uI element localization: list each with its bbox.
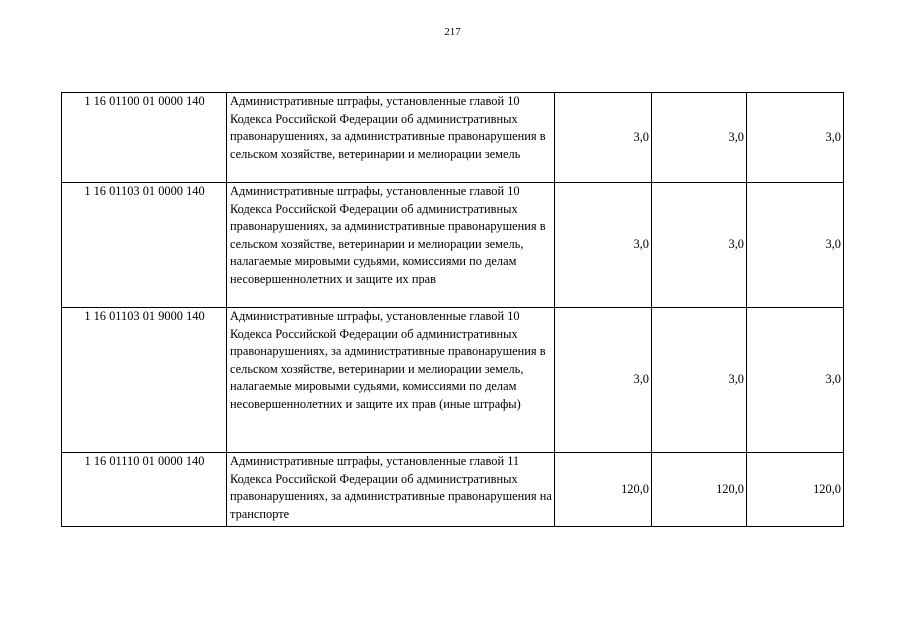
description-cell: Административные штрафы, установленные главой 10 Кодекса Российской Федерации об административных правонарушениях, за административные правонарушения в сельском хозяйстве, ветеринарии и мелиорации земель, налагаемые мировыми судьями, комиссиями по делам несовершеннолетних и защите их прав (иные штрафы) — [227, 308, 555, 453]
budget-code-cell: 1 16 01103 01 9000 140 — [62, 308, 227, 453]
budget-code-cell: 1 16 01103 01 0000 140 — [62, 183, 227, 308]
description-cell: Административные штрафы, установленные главой 10 Кодекса Российской Федерации об административных правонарушениях, за административные правонарушения в сельском хозяйстве, ветеринарии и мелиорации земель, налагаемые мировыми судьями, комиссиями по делам несовершеннолетних и защите их прав — [227, 183, 555, 308]
budget-table — [61, 92, 844, 527]
value-cell-year-1: 3,0 — [555, 308, 652, 453]
value-cell-year-1: 120,0 — [555, 453, 652, 527]
value-cell-year-3: 120,0 — [747, 453, 844, 527]
page-number: 217 — [444, 26, 461, 38]
table-row — [62, 453, 844, 527]
description-cell: Административные штрафы, установленные главой 10 Кодекса Российской Федерации об административных правонарушениях, за административные правонарушения в сельском хозяйстве, ветеринарии и мелиорации земель — [227, 93, 555, 183]
value-cell-year-2: 3,0 — [652, 308, 747, 453]
value-cell-year-2: 3,0 — [652, 183, 747, 308]
table-row — [62, 93, 844, 183]
table-row — [62, 183, 844, 308]
value-cell-year-3: 3,0 — [747, 308, 844, 453]
table-row — [62, 308, 844, 453]
value-cell-year-2: 3,0 — [652, 93, 747, 183]
budget-code-cell: 1 16 01110 01 0000 140 — [62, 453, 227, 527]
value-cell-year-3: 3,0 — [747, 183, 844, 308]
budget-code-cell: 1 16 01100 01 0000 140 — [62, 93, 227, 183]
value-cell-year-3: 3,0 — [747, 93, 844, 183]
value-cell-year-2: 120,0 — [652, 453, 747, 527]
value-cell-year-1: 3,0 — [555, 93, 652, 183]
value-cell-year-1: 3,0 — [555, 183, 652, 308]
description-cell: Административные штрафы, установленные главой 11 Кодекса Российской Федерации об административных правонарушениях, за административные правонарушения на транспорте — [227, 453, 555, 527]
